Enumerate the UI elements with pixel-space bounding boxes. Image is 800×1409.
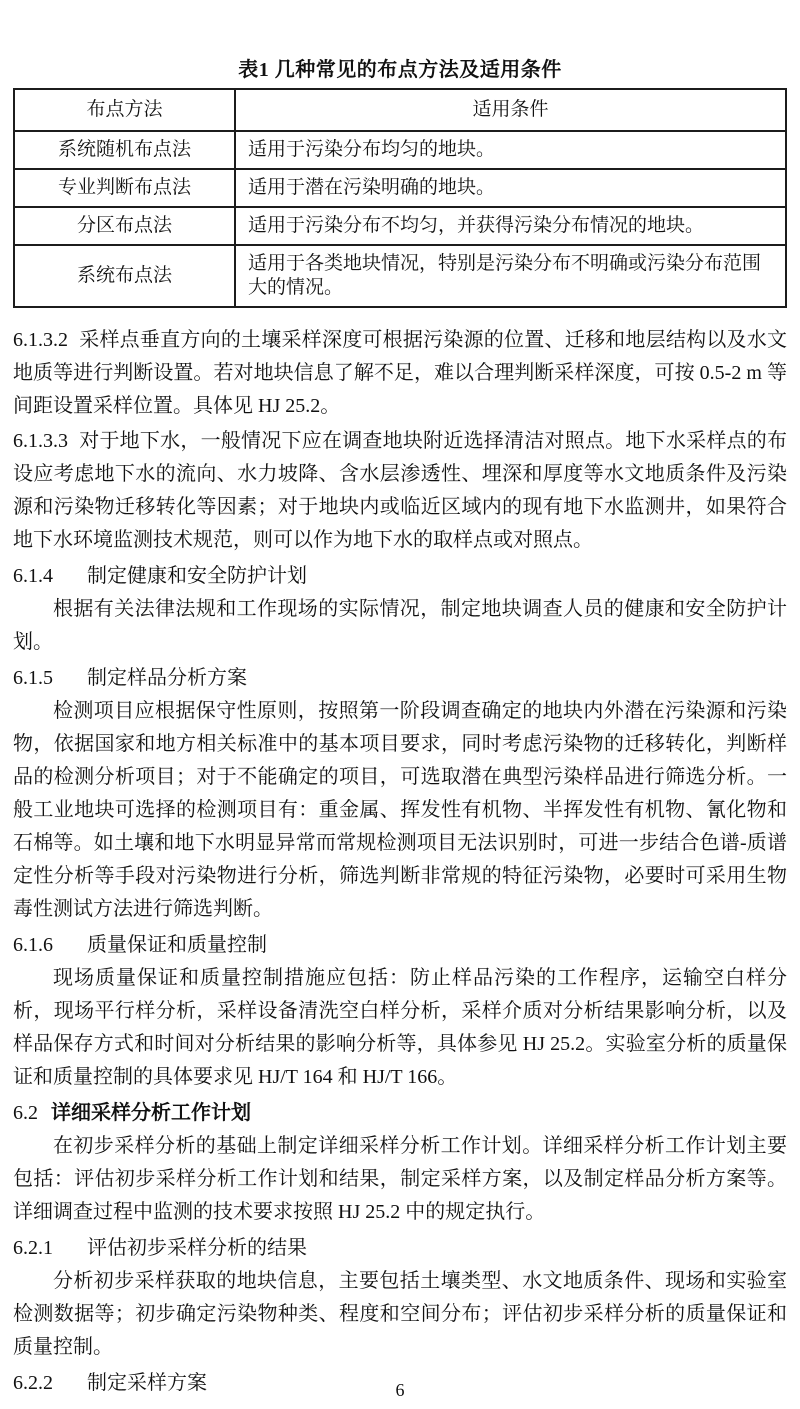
- section-number: 6.2: [13, 1102, 38, 1124]
- paragraph: 现场质量保证和质量控制措施应包括：防止样品污染的工作程序，运输空白样分析，现场平行样分析，采样设备清洗空白样分析，采样介质对分析结果影响分析，以及样品保存方式和时间对分析结果的影响分析等，具体参见 HJ 25.2。实验室分析的质量保证和质量控制的具体要求见 HJ/T 164 和 HJ/T 166。: [13, 967, 787, 1088]
- table-row: [14, 207, 786, 245]
- section-title: 质量保证和质量控制: [87, 934, 267, 956]
- table-cell-method: 系统布点法: [14, 245, 235, 307]
- page-number: 6: [395, 1380, 405, 1400]
- table-cell-method: 系统随机布点法: [14, 131, 235, 169]
- section-number: 6.1.3.3: [13, 430, 68, 452]
- section-title: 制定样品分析方案: [87, 667, 247, 689]
- section-number: 6.2.2: [13, 1372, 53, 1394]
- table-caption: 表1 几种常见的布点方法及适用条件: [238, 59, 562, 81]
- section-title: 制定采样方案: [87, 1372, 207, 1394]
- clause-text: 采样点垂直方向的土壤采样深度可根据污染源的位置、迁移和地层结构以及水文地质等进行判断设置。若对地块信息了解不足，难以合理判断采样深度，可按 0.5-2 m 等间距设置采样位置。具体见 HJ 25.2。: [13, 329, 787, 417]
- paragraph: 根据有关法律法规和工作现场的实际情况，制定地块调查人员的健康和安全防护计划。: [13, 598, 787, 653]
- table-header-row: [14, 89, 786, 131]
- section-title: 制定健康和安全防护计划: [87, 565, 307, 587]
- table-row: [14, 169, 786, 207]
- table-cell-condition: 适用于污染分布不均匀，并获得污染分布情况的地块。: [235, 207, 786, 245]
- section-number: 6.1.6: [13, 934, 53, 956]
- table-cell-method: 分区布点法: [14, 207, 235, 245]
- section-number: 6.1.3.2: [13, 329, 68, 351]
- table-row: [14, 131, 786, 169]
- paragraph: 检测项目应根据保守性原则，按照第一阶段调查确定的地块内外潜在污染源和污染物，依据国家和地方相关标准中的基本项目要求，同时考虑污染物的迁移转化，判断样品的检测分析项目；对于不能确定的项目，可选取潜在典型污染样品进行筛选分析。一般工业地块可选择的检测项目有：重金属、挥发性有机物、半挥发性有机物、氰化物和石棉等。如土壤和地下水明显异常而常规检测项目无法识别时，可进一步结合色谱-质谱定性分析等手段对污染物进行分析，筛选判断非常规的特征污染物，必要时可采用生物毒性测试方法进行筛选判断。: [13, 700, 787, 920]
- heading-6-2-1: [13, 1232, 787, 1265]
- table-cell-condition: 适用于潜在污染明确的地块。: [235, 169, 786, 207]
- sampling-methods-table: [13, 88, 787, 308]
- heading-6-1-6: [13, 929, 787, 962]
- table-cell-method: 专业判断布点法: [14, 169, 235, 207]
- section-number: 6.1.4: [13, 565, 53, 587]
- table-header-condition: 适用条件: [235, 89, 786, 131]
- clause-text: 对于地下水，一般情况下应在调查地块附近选择清洁对照点。地下水采样点的布设应考虑地下水的流向、水力坡降、含水层渗透性、埋深和厚度等水文地质条件及污染源和污染物迁移转化等因素；对于地块内或临近区域内的现有地下水监测井，如果符合地下水环境监测技术规范，则可以作为地下水的取样点或对照点。: [13, 430, 787, 551]
- heading-6-2: [13, 1097, 787, 1130]
- heading-6-1-5: [13, 662, 787, 695]
- section-number: 6.1.5: [13, 667, 53, 689]
- section-title: 评估初步采样分析的结果: [87, 1237, 307, 1259]
- table-row: [14, 245, 786, 307]
- clause-6-1-3-2: [13, 324, 787, 423]
- paragraph: 分析初步采样获取的地块信息，主要包括土壤类型、水文地质条件、现场和实验室检测数据等；初步确定污染物种类、程度和空间分布；评估初步采样分析的质量保证和质量控制。: [13, 1270, 787, 1358]
- paragraph: 在初步采样分析的基础上制定详细采样分析工作计划。详细采样分析工作计划主要包括：评估初步采样分析工作计划和结果，制定采样方案，以及制定样品分析方案等。详细调查过程中监测的技术要求按照 HJ 25.2 中的规定执行。: [13, 1135, 787, 1223]
- section-title: 详细采样分析工作计划: [51, 1102, 251, 1124]
- clause-6-1-3-3: [13, 425, 787, 557]
- table-cell-condition: 适用于污染分布均匀的地块。: [235, 131, 786, 169]
- table-header-method: 布点方法: [14, 89, 235, 131]
- table-cell-condition: 适用于各类地块情况，特别是污染分布不明确或污染分布范围大的情况。: [235, 245, 786, 307]
- heading-6-1-4: [13, 560, 787, 593]
- section-number: 6.2.1: [13, 1237, 53, 1259]
